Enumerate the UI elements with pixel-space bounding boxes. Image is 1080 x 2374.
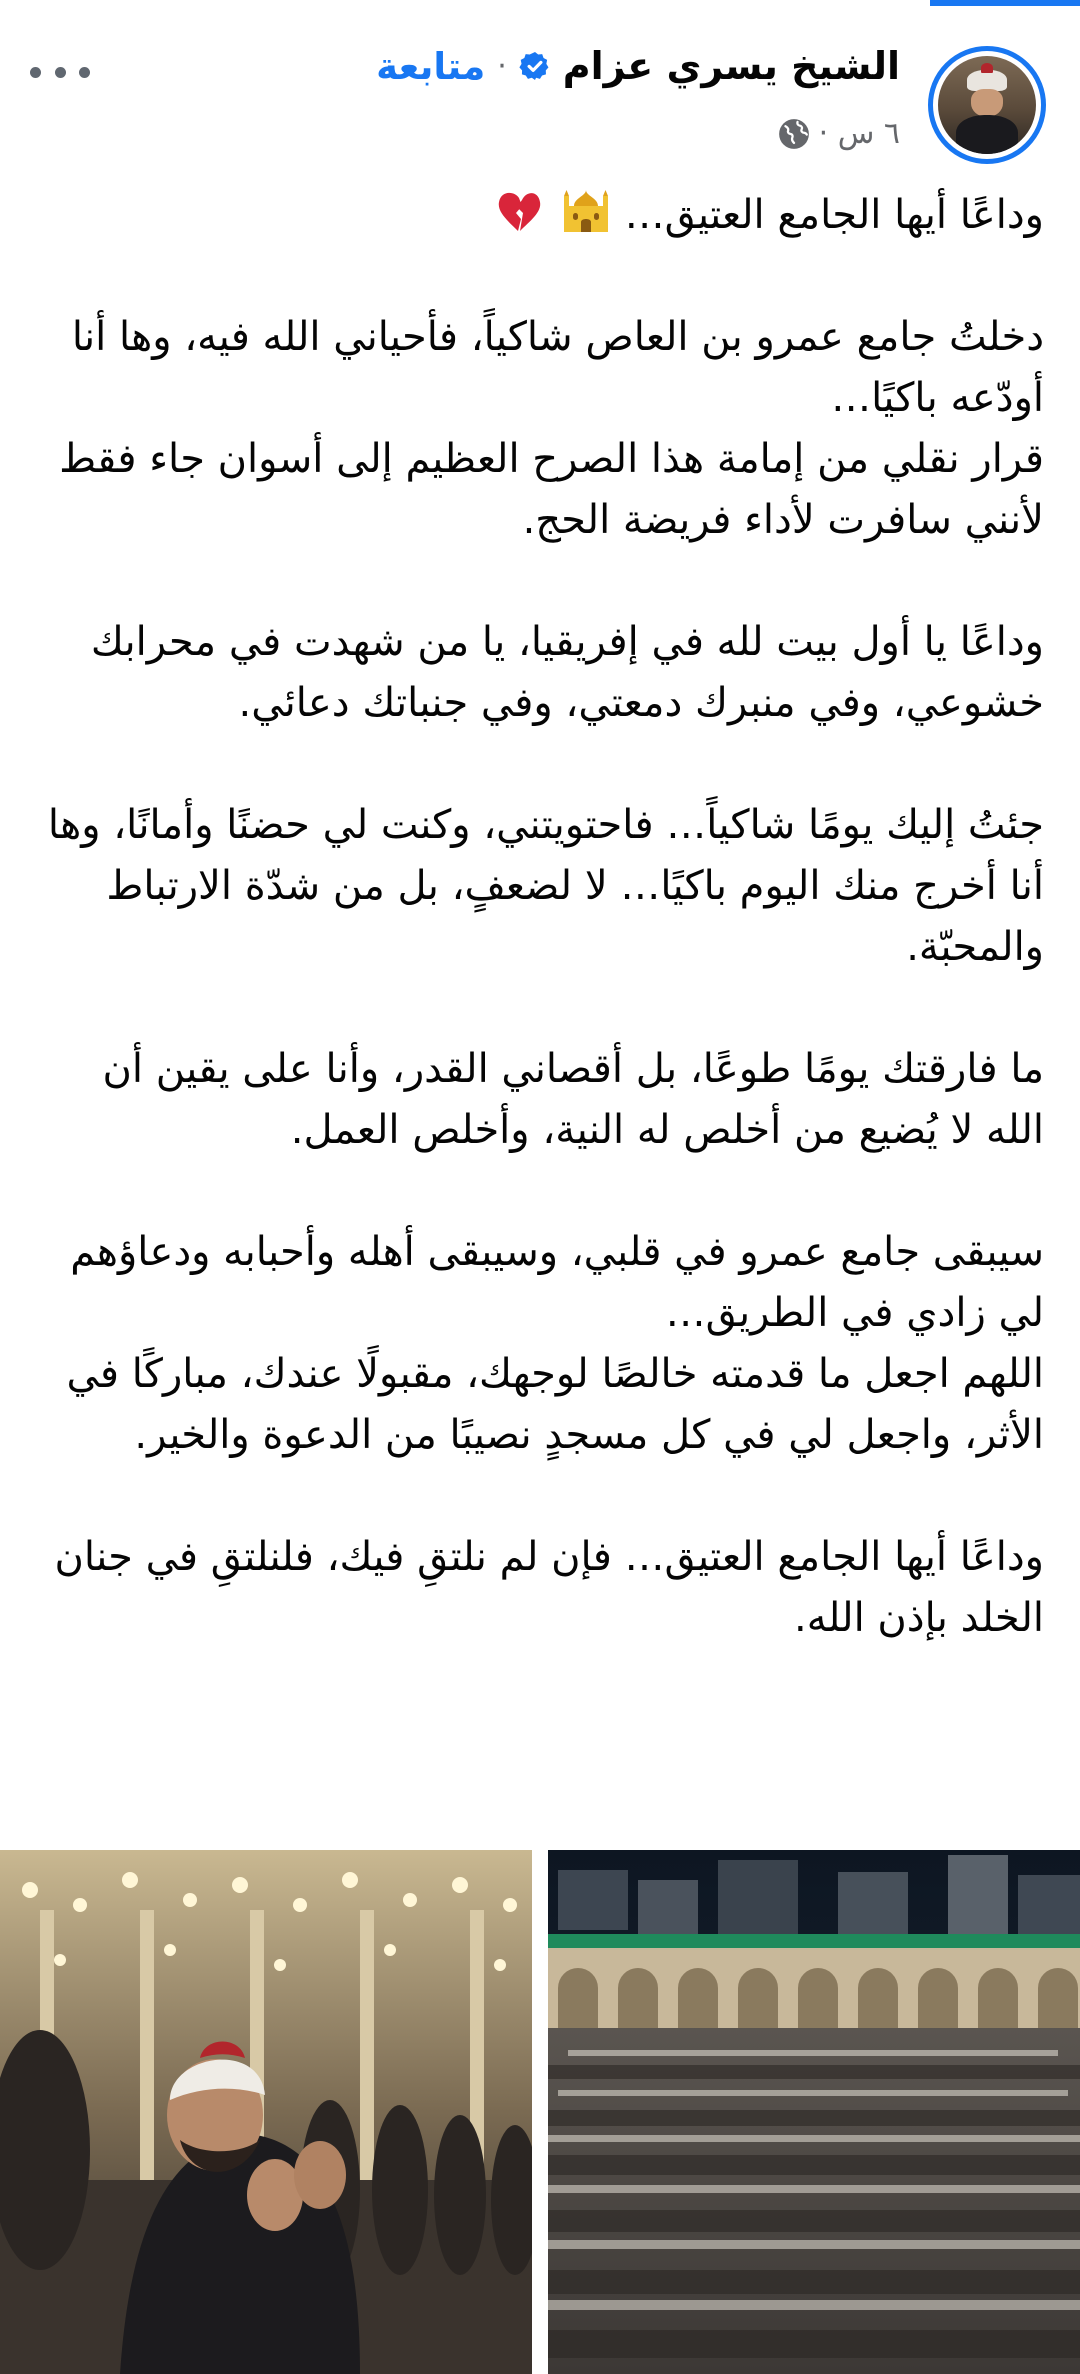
post-header: [0, 38, 1080, 178]
post-paragraph: وداعًا أيها الجامع العتيق…: [36, 185, 1044, 246]
globe-icon[interactable]: [777, 117, 811, 151]
post-paragraph: سيبقى جامع عمرو في قلبي، وسيبقى أهله وأحبابه ودعاؤهم لي زادي في الطريق… اللهم اجعل ما قدمته خالصًا لوجهك، مقبولًا عندك، مباركًا في الأثر، واجعل لي في كل مسجدٍ نصيبًا من الدعوة والخير.: [66, 1229, 1044, 1458]
mosque-courtyard-crowd-photo[interactable]: [548, 1850, 1080, 2374]
post-photos: [0, 1850, 1080, 2374]
author-name-row: [376, 44, 900, 88]
top-accent-bar: [930, 0, 1080, 6]
post-paragraph: ما فارقتك يومًا طوعًا، بل أقصاني القدر، وأنا على يقين أن الله لا يُضيع من أخلص له النية، وأخلص العمل.: [102, 1046, 1044, 1153]
name-separator: ·: [497, 48, 507, 84]
follow-button[interactable]: متابعة: [376, 44, 486, 88]
more-options-icon[interactable]: [30, 60, 90, 84]
author-avatar[interactable]: [928, 46, 1046, 164]
post-paragraph: وداعًا يا أول بيت لله في إفريقيا، يا من شهدت في محرابك خشوعي، وفي منبرك دمعتي، وفي جنباتك دعائي.: [90, 619, 1044, 726]
post-timestamp[interactable]: ٦ س ·: [818, 116, 900, 151]
post-paragraph: وداعًا أيها الجامع العتيق… فإن لم نلتقِ فيك، فلنلتقِ في جنان الخلد بإذن الله.: [54, 1534, 1044, 1641]
mosque-emoji-icon: [564, 186, 608, 234]
verified-badge-icon: [519, 50, 551, 82]
post-paragraph: دخلتُ جامع عمرو بن العاص شاكياً، فأحياني الله فيه، وها أنا أودّعه باكيًا… قرار نقلي من إمامة هذا الصرح العظيم إلى أسوان جاء فقط لأنني سافرت لأداء فريضة الحج.: [59, 314, 1044, 543]
broken-heart-emoji-icon: [497, 190, 543, 234]
author-name[interactable]: الشيخ يسري عزام: [562, 44, 900, 88]
post-meta-row: [777, 116, 900, 151]
post-text: [36, 185, 1044, 1710]
avatar-image: [938, 56, 1036, 154]
post-paragraph: جئتُ إليك يومًا شاكياً… فاحتويتني، وكنت لي حضنًا وأمانًا، وها أنا أخرج منك اليوم باكيًا… لا لضعفٍ، بل من شدّة الارتباط والمحبّة.: [47, 802, 1044, 970]
imam-praying-photo[interactable]: [0, 1850, 532, 2374]
